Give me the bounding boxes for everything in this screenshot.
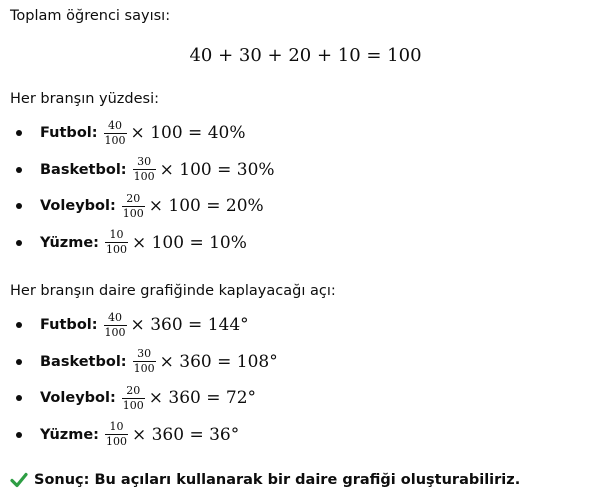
fraction-denominator: 100 [104, 325, 126, 339]
bullet-icon [16, 359, 22, 365]
item-label: Voleybol: [40, 198, 116, 215]
fraction-numerator: 30 [137, 347, 152, 361]
item-label: Basketbol: [40, 353, 127, 370]
item-label: Basketbol: [40, 161, 127, 178]
formula-result: × 100 = 20% [148, 196, 264, 217]
fraction-numerator: 30 [137, 155, 152, 169]
item-formula [121, 385, 256, 412]
fraction-denominator: 100 [133, 362, 155, 376]
fraction [104, 120, 127, 147]
formula-result: × 100 = 40% [130, 123, 246, 144]
item-formula [132, 348, 278, 375]
formula-result: × 360 = 144° [130, 315, 249, 336]
fraction-numerator: 10 [109, 420, 124, 434]
fraction-numerator: 10 [109, 228, 124, 242]
bullet-icon [16, 395, 22, 401]
angle-list [10, 307, 278, 453]
item-formula [103, 312, 249, 339]
formula-result: × 360 = 36° [131, 424, 240, 445]
item-formula [132, 156, 275, 183]
bullet-icon [16, 322, 22, 328]
percent-heading: Her branşın yüzdesi: [10, 91, 159, 107]
item-formula [121, 193, 264, 220]
conclusion-line [10, 471, 520, 489]
list-item [10, 344, 278, 381]
bullet-icon [16, 203, 22, 209]
list-item [10, 380, 278, 417]
formula-result: × 100 = 30% [159, 159, 275, 180]
item-label: Voleybol: [40, 390, 116, 407]
formula-result: × 360 = 72° [148, 388, 257, 409]
conclusion-text: Sonuç: Bu açıları kullanarak bir daire grafiği oluşturabiliriz. [34, 472, 521, 488]
fraction [133, 348, 156, 375]
fraction [133, 156, 156, 183]
list-item [10, 417, 278, 454]
list-item [10, 307, 278, 344]
formula-result: × 100 = 10% [131, 232, 247, 253]
list-item [10, 152, 275, 189]
bullet-icon [16, 130, 22, 136]
total-heading: Toplam öğrenci sayısı: [10, 8, 171, 24]
checkmark-icon [10, 471, 28, 489]
fraction [104, 312, 127, 339]
fraction-numerator: 40 [108, 118, 123, 132]
percent-list [10, 115, 275, 261]
fraction-denominator: 100 [104, 133, 126, 147]
bullet-icon [16, 240, 22, 246]
fraction-numerator: 20 [126, 191, 141, 205]
item-formula [104, 229, 247, 256]
item-label: Yüzme: [40, 234, 99, 251]
item-label: Futbol: [40, 125, 98, 142]
angle-heading: Her branşın daire grafiğinde kaplayacağı açı: [10, 283, 336, 299]
fraction-numerator: 40 [108, 310, 123, 324]
fraction-numerator: 20 [126, 383, 141, 397]
bullet-icon [16, 167, 22, 173]
list-item [10, 188, 275, 225]
fraction-denominator: 100 [122, 206, 144, 220]
fraction-denominator: 100 [105, 243, 127, 257]
fraction-denominator: 100 [105, 435, 127, 449]
item-formula [103, 120, 246, 147]
item-label: Yüzme: [40, 426, 99, 443]
bullet-icon [16, 432, 22, 438]
fraction [122, 385, 145, 412]
item-formula [104, 421, 239, 448]
list-item [10, 115, 275, 152]
total-equation: 40 + 30 + 20 + 10 = 100 [189, 45, 422, 66]
list-item [10, 225, 275, 262]
fraction-denominator: 100 [122, 398, 144, 412]
fraction-denominator: 100 [133, 170, 155, 184]
fraction [105, 229, 128, 256]
formula-result: × 360 = 108° [159, 351, 278, 372]
fraction [105, 421, 128, 448]
item-label: Futbol: [40, 317, 98, 334]
fraction [122, 193, 145, 220]
